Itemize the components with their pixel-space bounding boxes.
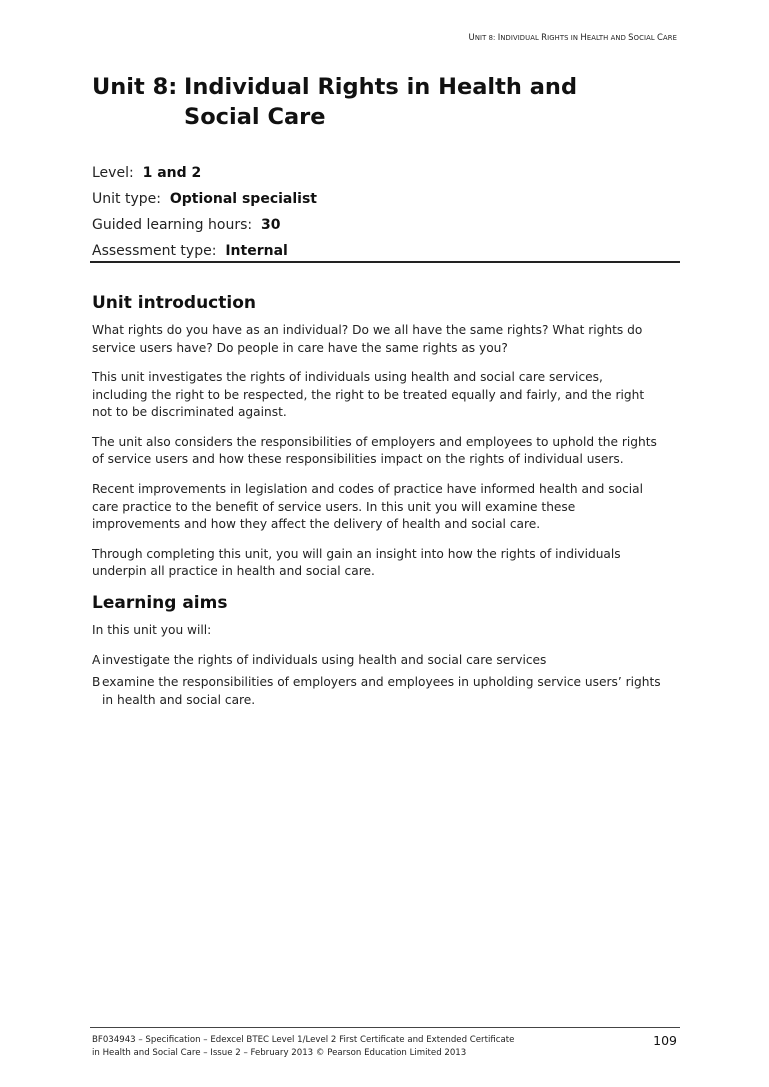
meta-value: 30 [261, 217, 281, 233]
running-header-cap: H [580, 33, 587, 43]
running-header-text: OCIAL [633, 34, 657, 42]
unit-number: Unit 8: [92, 74, 178, 100]
intro-paragraph: Through completing this unit, you will gain an insight into how the rights of individuals underpin all practice in health and social care. [92, 546, 621, 579]
aim-letter: B [92, 675, 101, 690]
running-header-text: EALTH AND [586, 34, 629, 42]
meta-label: Guided learning hours: [92, 217, 253, 233]
intro-paragraph: What rights do you have as an individual? Do we all have the same rights? What rights do service users have? Do people in care have the same rights as you? [92, 323, 643, 355]
running-header-text: NDIVIDUAL [500, 34, 542, 42]
meta-value: 1 and 2 [142, 165, 202, 181]
meta-label: Level: [92, 165, 134, 181]
running-header-cap: I [497, 33, 501, 43]
section-heading: Unit introduction [92, 293, 256, 313]
running-header-text: NIT 8: [474, 34, 498, 42]
meta-label: Unit type: [92, 191, 161, 207]
intro-paragraph: Recent improvements in legislation and codes of practice have informed health and social care practice to the benefit of service users. In this unit you will examine these improvements and how they affect the delivery of health and social care. [92, 482, 644, 532]
meta-value: Internal [225, 243, 288, 259]
aim-letter: A [92, 652, 101, 667]
running-header-cap: U [468, 33, 475, 43]
running-header-text: ARE [663, 34, 677, 42]
running-header-cap: S [628, 33, 634, 43]
footer-line: in Health and Social Care – Issue 2 – February 2013 © Pearson Education Limited 2013 [92, 1047, 467, 1058]
aim-text: investigate the rights of individuals using health and social care services [102, 652, 547, 667]
running-header-cap: R [541, 33, 548, 43]
footer-divider [90, 1027, 680, 1028]
footer [92, 1034, 572, 1059]
meta-unit-type [92, 186, 680, 212]
meta-label: Assessment type: [92, 243, 217, 259]
running-header-cap: C [656, 33, 664, 43]
unit-meta [92, 160, 680, 264]
learning-aim-item [92, 652, 662, 670]
page-number: 109 [653, 1033, 677, 1048]
aim-text: examine the responsibilities of employers and employees in upholding service users’ rights in health and social care. [102, 675, 661, 707]
learning-aim-item [92, 674, 662, 709]
meta-divider [90, 261, 680, 263]
intro-paragraph: The unit also considers the responsibilities of employers and employees to uphold the rights of service users and how these responsibilities impact on the rights of individual users. [92, 434, 657, 467]
unit-introduction-section [92, 293, 662, 593]
section-heading: Learning aims [92, 593, 228, 613]
page-title [92, 72, 692, 132]
running-header [469, 33, 678, 43]
aims-intro: In this unit you will: [92, 623, 212, 637]
title-line-1: Individual Rights in Health and [184, 74, 578, 100]
meta-guided-hours [92, 212, 680, 238]
meta-value: Optional specialist [169, 191, 317, 207]
running-header-text: IGHTS IN [547, 34, 581, 42]
title-line-2: Social Care [184, 104, 326, 130]
meta-level [92, 160, 680, 186]
footer-line: BF034943 – Specification – Edexcel BTEC Level 1/Level 2 First Certificate and Extended Certificate [92, 1035, 515, 1045]
intro-paragraph: This unit investigates the rights of individuals using health and social care services, including the right to be respected, the right to be treated equally and fairly, and the right not to be discriminated against. [92, 370, 645, 420]
learning-aims-section [92, 593, 662, 709]
